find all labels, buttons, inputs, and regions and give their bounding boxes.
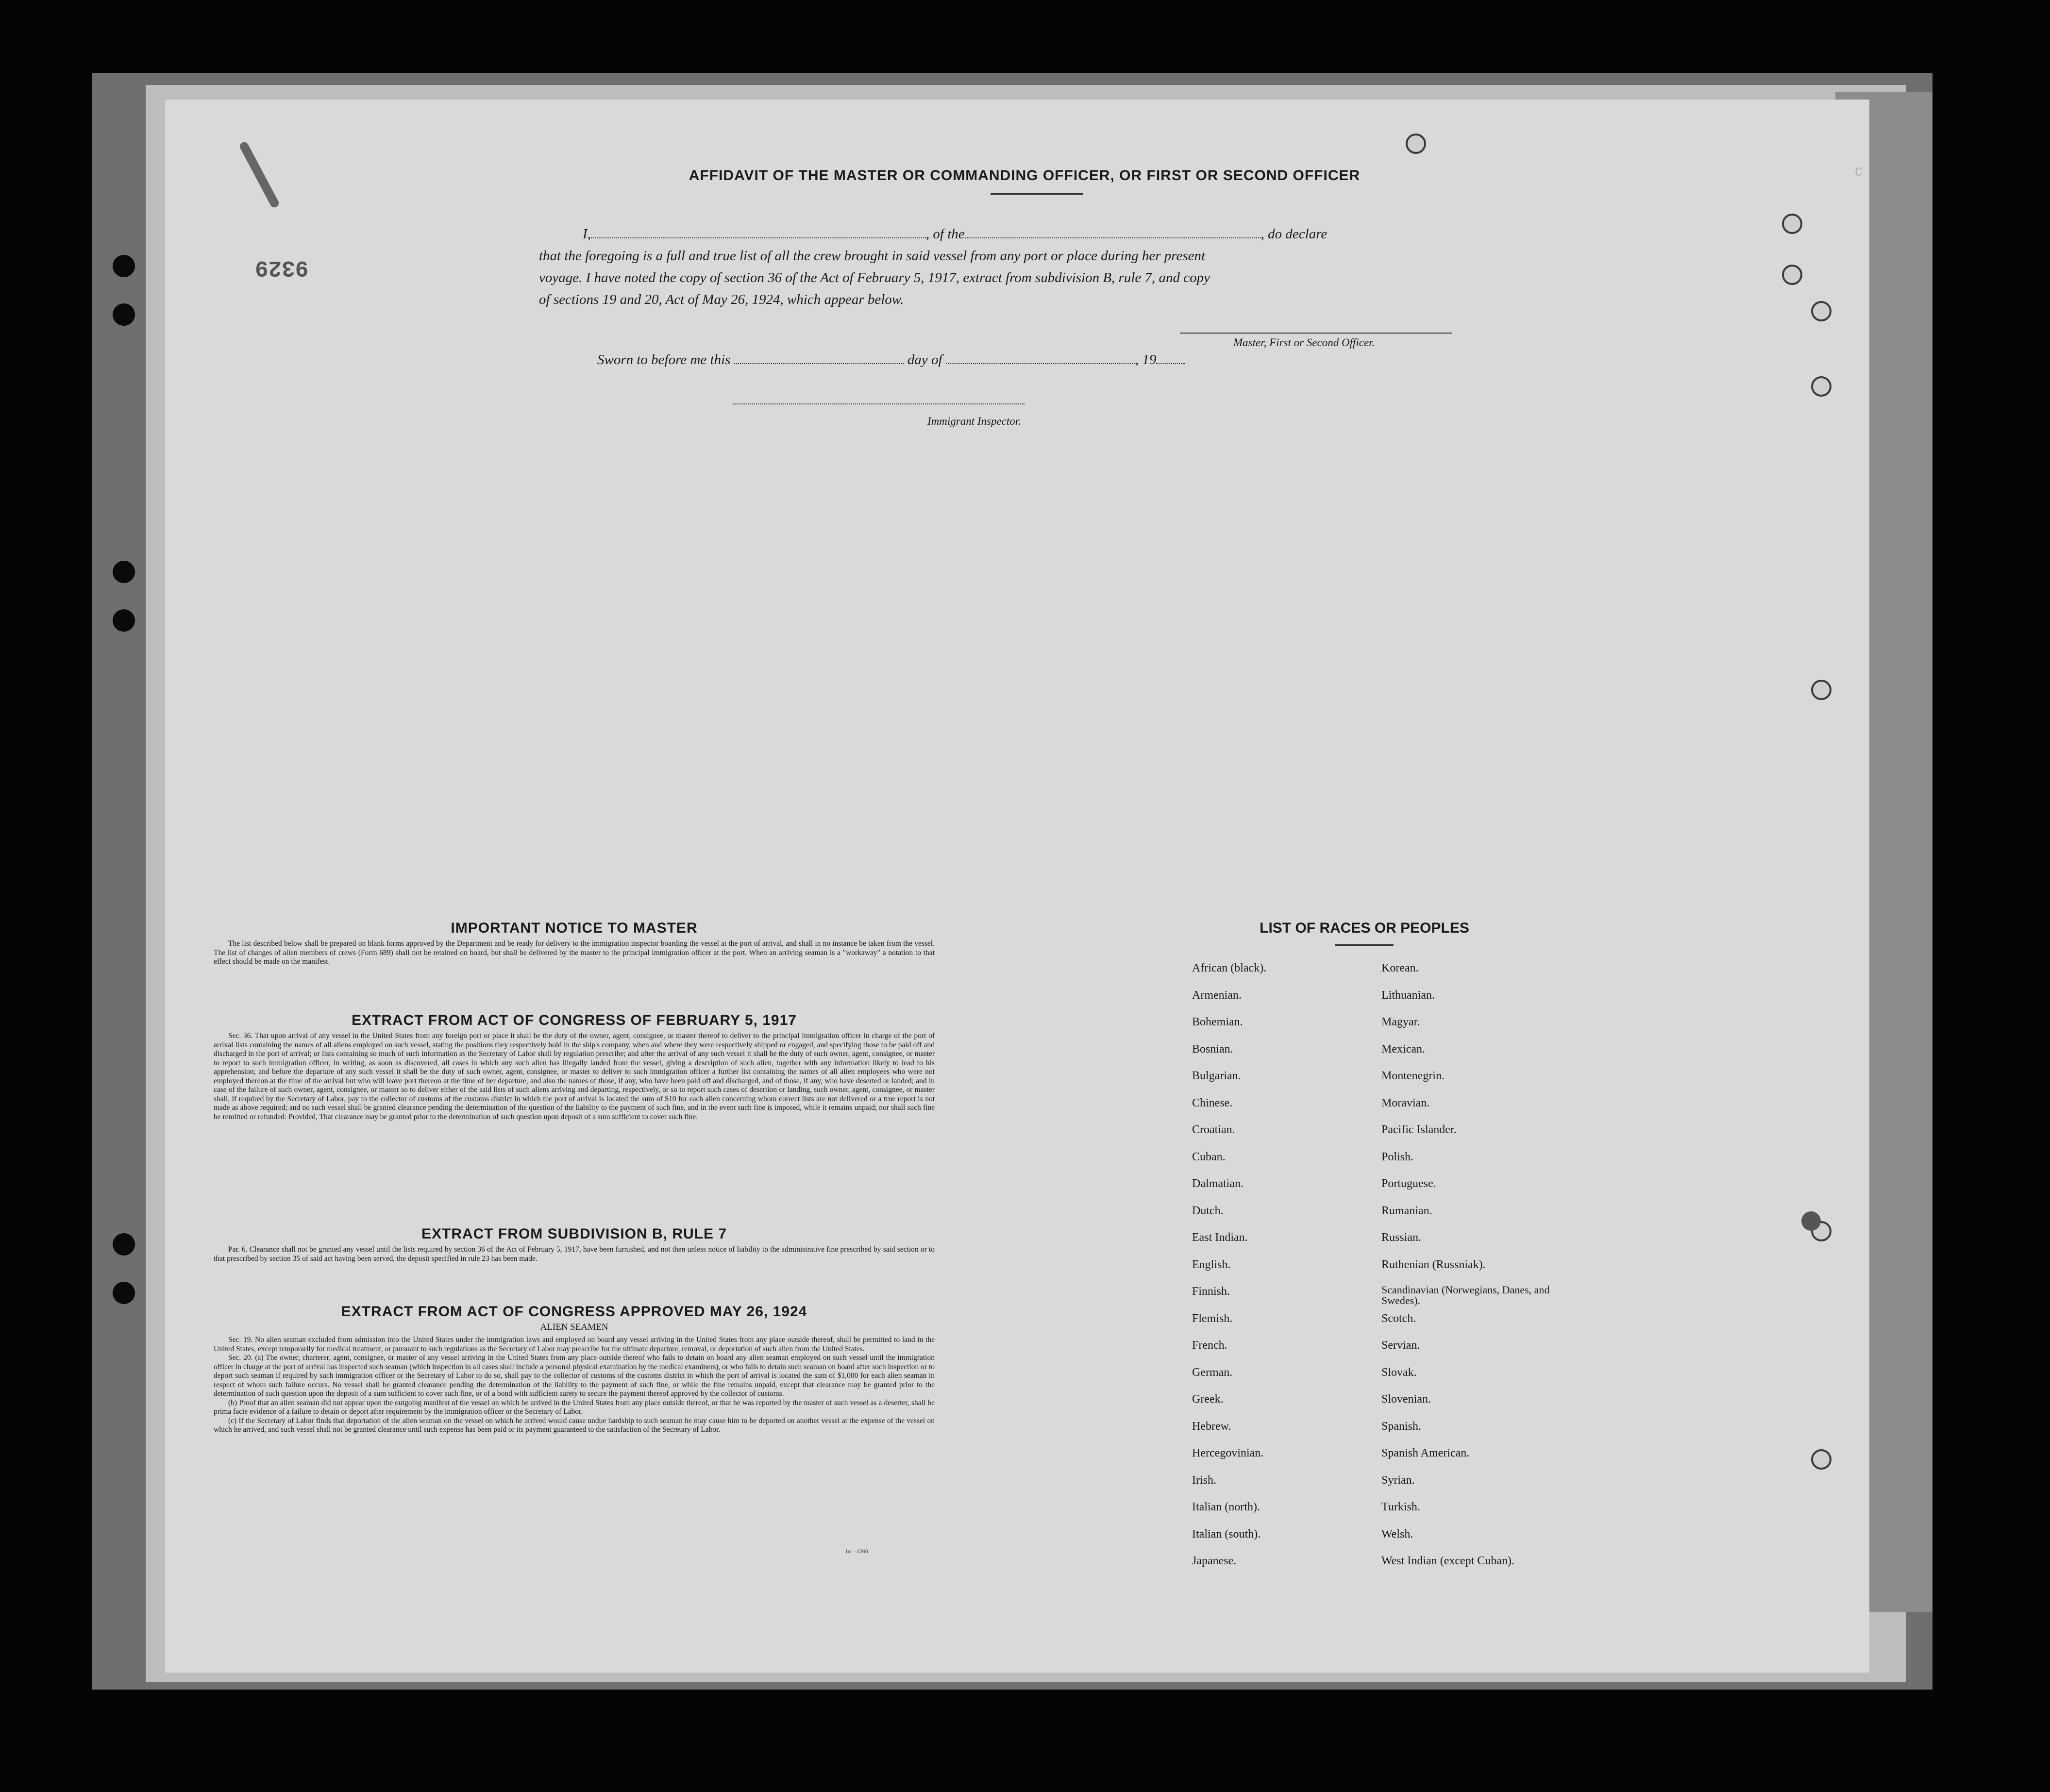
race-item: Cuban. (1192, 1150, 1226, 1163)
race-item: Slovenian. (1381, 1393, 1431, 1406)
section-20b-text: (b) Proof that an alien seaman did not appear upon the outgoing manifest of the vessel on which he arrived in the United States from any place outside thereof, or that he was reported by the master of such vessel as a deserter, shall be prima facie evidence of a failure to detain or deport after requirement by the immigration officer or the Secretary of Labor. (214, 1398, 935, 1416)
race-item: Italian (south). (1192, 1527, 1261, 1541)
ghost-line: C (1855, 165, 1863, 180)
race-item: Turkish. (1381, 1501, 1420, 1513)
extract-1917-title: EXTRACT FROM ACT OF CONGRESS OF FEBRUARY 5, 1917 (352, 1012, 797, 1028)
race-item: Spanish American. (1381, 1447, 1470, 1459)
declaration-i: I, (583, 226, 591, 242)
declaration-line-4: of sections 19 and 20, Act of May 26, 1924, which appear below. (539, 292, 904, 307)
ring-mark (1782, 265, 1802, 285)
notice-body: The list described below shall be prepared on blank forms approved by the Department and be ready for delivery to the immigration inspector boarding the vessel at the port of arrival, and shall in no instance be taken from the vessel. The list of changes of alien members of crews (Form 689) shall not be retained on board, but shall be delivered by the master to the principal immigration officer at the port. When an arriving seaman is a "workaway" a notation to that effect should be made on the manifest. (214, 939, 935, 966)
ring-mark (1811, 680, 1832, 700)
sworn-day-of: day of (907, 352, 942, 368)
section-20c-text: (c) If the Secretary of Labor finds that deportation of the alien seaman on the vessel on which he arrived would cause undue hardship to such seaman he may cause him to be deported on another vessel at the expense of the vessel on which he arrived, and such vessel shall not be granted clearance until such expense has been paid or its payment guaranteed to the satisfaction of the Secretary of Labor. (214, 1416, 935, 1434)
race-item: Slovak. (1381, 1366, 1417, 1379)
master-name-blank[interactable] (591, 237, 926, 238)
race-item: Bulgarian. (1192, 1070, 1241, 1082)
declaration-line-3: voyage. I have noted the copy of section 36 of the Act of February 5, 1917, extract from subdivision B, rule 7, and copy (539, 270, 1210, 285)
race-item: African (black). (1192, 962, 1267, 974)
punch-hole (113, 303, 135, 326)
race-item: Croatian. (1192, 1123, 1235, 1136)
races-title: LIST OF RACES OR PEOPLES (1260, 920, 1469, 936)
race-item: Italian (north). (1192, 1501, 1260, 1513)
extract-1917-section (214, 1012, 935, 1122)
sworn-month-blank[interactable] (946, 363, 1135, 364)
punch-hole (113, 255, 135, 277)
race-item: English. (1192, 1258, 1231, 1271)
race-item: Dutch. (1192, 1204, 1224, 1217)
race-item: Polish. (1381, 1150, 1414, 1163)
master-signature-line[interactable] (1180, 333, 1452, 334)
race-item: Bosnian. (1192, 1042, 1233, 1055)
race-item: Korean. (1381, 962, 1419, 974)
notice-section (214, 920, 935, 967)
title-rule (991, 193, 1083, 195)
race-item: Finnish. (1192, 1285, 1230, 1298)
notice-title: IMPORTANT NOTICE TO MASTER (451, 920, 698, 936)
ring-mark (1811, 301, 1832, 321)
race-item: East Indian. (1192, 1231, 1248, 1244)
race-item: Scotch. (1381, 1312, 1416, 1325)
race-item: Syrian. (1381, 1474, 1415, 1487)
punch-hole (113, 1282, 135, 1304)
race-item: Magyar. (1381, 1016, 1420, 1028)
sworn-prefix: Sworn to before me this (597, 352, 731, 368)
ring-mark (1782, 214, 1802, 234)
race-item: Dalmatian. (1192, 1177, 1243, 1190)
race-item: Bohemian. (1192, 1016, 1243, 1028)
race-item: Lithuanian. (1381, 988, 1435, 1002)
extract-1924-title: EXTRACT FROM ACT OF CONGRESS APPROVED MAY 26, 1924 (341, 1304, 807, 1320)
section-19-text: Sec. 19. No alien seaman excluded from admission into the United States under the immigration laws and employed on board any vessel arriving in the United States from any place outside thereof, shall be permitted to land in the United States, except temporarily for medical treatment, or pursuant to such regulations as the Secretary of Labor may prescribe for the ultimate departure, removal, or deportation of such alien from the United States. (214, 1336, 935, 1353)
sworn-year-blank[interactable] (1156, 363, 1185, 364)
section-20a-text: Sec. 20. (a) The owner, charterer, agent, consignee, or master of any vessel arriving in the United States from any place outside thereof who fails to detain on board any alien seaman employed on such vessel until the immigration officer in charge at the port of arrival has inspected such seaman (which inspection in all cases shall include a personal physical examination by the medical examiners), or who fails to detain such seaman on board after such inspection or to deport such seaman if required by such immigration officer or the Secretary of Labor to do so, shall pay to the collector of customs of the customs district in which the port of arrival is located the sum of $1,000 for each alien seaman in respect of whom such failure occurs. No vessel shall be granted clearance pending the determination of the liability to the payment of such fine, or while the fine remains unpaid, except that clearance may be granted prior to the determination of such question upon the deposit of a sum sufficient to cover such fine, or of a bond with sufficient surety to secure the payment thereof approved by the collector of customs. (214, 1354, 935, 1398)
race-item: Mexican. (1381, 1042, 1425, 1055)
race-item: Ruthenian (Russniak). (1381, 1258, 1486, 1271)
master-signature-caption: Master, First or Second Officer. (1233, 336, 1375, 349)
extract-1917-body: Sec. 36. That upon arrival of any vessel in the United States from any foreign port or place it shall be the duty of the owner, agent, consignee, or master thereof to deliver to the principal immigration officer in charge of the port of arrival lists containing the names of all aliens employed on such vessel, stating the positions they respectively hold in the ship's company, when and where they were respectively shipped or engaged, and specifying those to be paid off and discharged in the port of arrival; or lists containing so much of such information as the Secretary of Labor shall by regulation prescribe; and after the arrival of any such vessel it shall be the duty of such owner, agent, consignee, or master to report to such immigration officer, in writing, as soon as discovered, all cases in which any such alien has illegally landed from the vessel, giving a description of such alien, together with any information likely to lead to his apprehension; and before the departure of any such vessel it shall be the duty of such owner, agent, consignee, or master to deliver to such immigration officer a further list containing the names of all alien employees who were not employed thereon at the time of the arrival but who will leave port thereon at the time of her departure, and also the names of those, if any, who have been paid off and discharged, and of those, if any, who have deserted or landed; and in case of the failure of such owner, agent, consignee, or master so to deliver either of the said lists of such aliens arriving and departing, respectively, or so to report such cases of desertion or landing, such owner, agent, consignee, or master shall, if required by the Secretary of Labor, pay to the collector of customs of the customs district in which the port of arrival is located the sum of $10 for each alien concerning whom correct lists are not delivered or a true report is not made as above required; and no such vessel shall be granted clearance pending the determination of the question of the liability to the payment of such fine, and in the event such fine is imposed, while it remains unpaid; nor shall such fine be remitted or refunded: Provided, That clearance may be granted prior to the determination of such question upon deposit of a sum sufficient to cover such fine. (214, 1032, 935, 1121)
declaration-line-2: that the foregoing is a full and true list of all the crew brought in said vessel from any port or place during her present (539, 248, 1206, 264)
race-item: Pacific Islander. (1381, 1123, 1457, 1136)
declaration-line-1 (539, 223, 1651, 245)
affidavit-sheet (165, 100, 1869, 1673)
extract-rule7-body: Par. 6. Clearance shall not be granted any vessel until the lists required by section 36 of the Act of February 5, 1917, have been furnished, and not then unless notice of liability to the administrative fine prescribed by said section or to that prescribed by section 35 of said act having been served, the deposit specified in rule 23 has been made. (214, 1245, 935, 1263)
race-item: Russian. (1381, 1231, 1422, 1244)
vessel-name-blank[interactable] (965, 237, 1261, 238)
race-item: Welsh. (1381, 1527, 1413, 1541)
extract-1924-section (214, 1304, 935, 1435)
race-item: Hercegovinian. (1192, 1447, 1264, 1459)
punch-hole (113, 1233, 135, 1256)
races-right-column (1381, 961, 1571, 1581)
ring-mark-dark (1801, 1211, 1821, 1231)
form-number: 14—1260 (845, 1548, 868, 1555)
pen-mark (238, 141, 280, 209)
declaration-declare: , do declare (1260, 226, 1327, 242)
races-left-column (1192, 961, 1266, 1581)
race-item: Spanish. (1381, 1420, 1422, 1433)
race-item: Japanese. (1192, 1555, 1237, 1567)
stamp-number: 9329 (255, 255, 309, 280)
declaration-of-the: , of the (925, 226, 965, 242)
ring-mark (1406, 134, 1426, 154)
sworn-year: , 19 (1135, 352, 1157, 368)
race-item: German. (1192, 1366, 1233, 1379)
inspector-signature-line[interactable] (733, 403, 1025, 404)
race-item: Moravian. (1381, 1096, 1430, 1109)
races-title-rule (1335, 944, 1394, 946)
ring-mark (1811, 376, 1832, 397)
race-item: Hebrew. (1192, 1420, 1231, 1433)
ring-mark (1811, 1449, 1832, 1470)
extract-rule7-section (214, 1226, 935, 1263)
race-item: Scandinavian (Norwegians, Danes, and Swedes). (1381, 1284, 1550, 1306)
race-item: Flemish. (1192, 1312, 1233, 1325)
race-item: Irish. (1192, 1474, 1216, 1487)
punch-hole (113, 561, 135, 583)
affidavit-declaration (539, 223, 1651, 311)
extract-rule7-title: EXTRACT FROM SUBDIVISION B, RULE 7 (421, 1226, 727, 1242)
race-item: French. (1192, 1339, 1227, 1352)
race-item: Chinese. (1192, 1096, 1233, 1109)
race-item: West Indian (except Cuban). (1381, 1555, 1514, 1567)
race-item: Greek. (1192, 1393, 1224, 1406)
punch-hole (113, 609, 135, 632)
sworn-statement (597, 352, 1185, 368)
affidavit-title: AFFIDAVIT OF THE MASTER OR COMMANDING OFFICER, OR FIRST OR SECOND OFFICER (689, 167, 1361, 184)
inspector-caption: Immigrant Inspector. (927, 415, 1021, 427)
race-item: Portuguese. (1381, 1177, 1436, 1190)
sworn-day-blank[interactable] (734, 363, 904, 364)
race-item: Montenegrin. (1381, 1070, 1445, 1082)
alien-seamen-subtitle: ALIEN SEAMEN (540, 1322, 608, 1332)
race-item: Armenian. (1192, 988, 1242, 1002)
race-item: Rumanian. (1381, 1204, 1432, 1217)
race-item: Servian. (1381, 1339, 1420, 1352)
